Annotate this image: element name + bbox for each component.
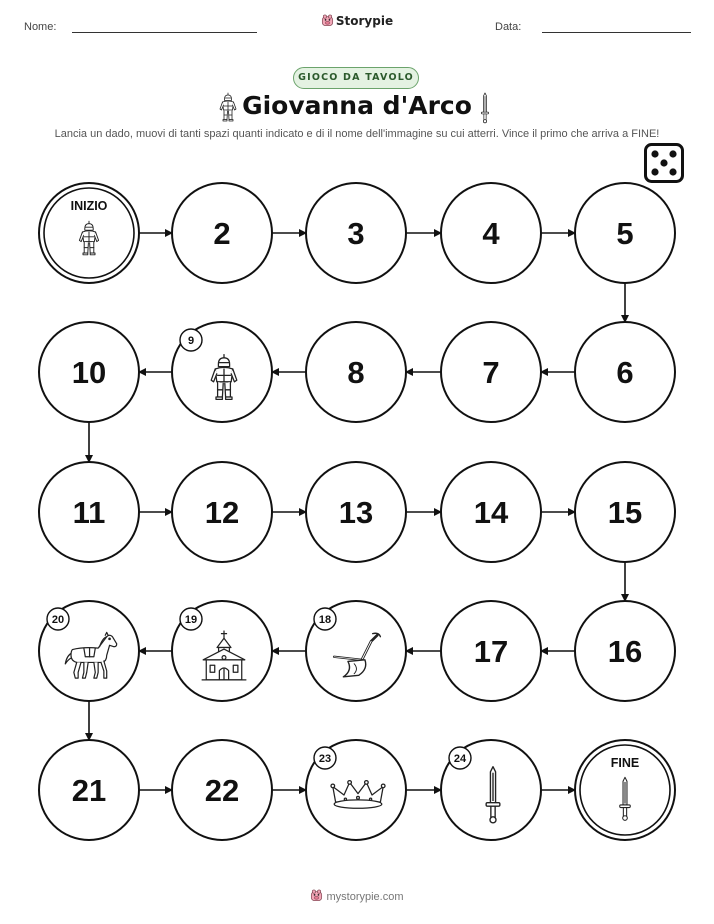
space-number: 12 (204, 495, 240, 530)
board-space-9 (172, 322, 272, 422)
board-space-7 (441, 322, 541, 422)
board-space-17 (441, 601, 541, 701)
space-number: 11 (72, 495, 106, 530)
space-number: 13 (338, 495, 374, 530)
board-space-3 (306, 183, 406, 283)
board-space-18 (306, 601, 406, 701)
space-number: 16 (607, 634, 643, 669)
board-space-20 (39, 601, 139, 701)
space-number: 9 (187, 335, 195, 347)
board-space-24 (441, 740, 541, 840)
space-number: 2 (213, 216, 231, 251)
board-space-15 (575, 462, 675, 562)
page-title: Giovanna d'Arco (242, 91, 472, 120)
space-number: 7 (482, 355, 500, 390)
date-label: Data: (495, 21, 522, 33)
board-space-22 (172, 740, 272, 840)
finish-label: FINE (610, 756, 640, 770)
space-number: 18 (318, 614, 332, 626)
space-number: 4 (482, 216, 500, 251)
board-space-21 (39, 740, 139, 840)
space-number: 17 (473, 634, 509, 669)
category-badge: GIOCO DA TAVOLO (293, 67, 419, 89)
board-space-13 (306, 462, 406, 562)
space-number: 19 (184, 614, 198, 626)
board-space-12 (172, 462, 272, 562)
board-space-5 (575, 183, 675, 283)
board-space-14 (441, 462, 541, 562)
space-number: 15 (607, 495, 643, 530)
space-number: 5 (616, 216, 634, 251)
storypie-pig-icon (310, 889, 323, 902)
board-space-4 (441, 183, 541, 283)
board-space-1 (39, 183, 139, 283)
board-space-8 (306, 322, 406, 422)
space-number: 10 (71, 355, 107, 390)
footer-url: mystorypie.com (326, 891, 404, 903)
board-space-23 (306, 740, 406, 840)
space-number: 14 (473, 495, 509, 530)
board-space-16 (575, 601, 675, 701)
space-number: 24 (453, 753, 467, 765)
board-space-10 (39, 322, 139, 422)
instructions: Lancia un dado, muovi di tanti spazi quanti indicato e di il nome dell'immagine su cui atterri. Vince il primo che arriva a FINE! (54, 128, 660, 140)
space-number: 21 (71, 773, 107, 808)
space-number: 22 (204, 773, 240, 808)
board-space-2 (172, 183, 272, 283)
space-number: 6 (616, 355, 634, 390)
space-number: 20 (51, 614, 65, 626)
space-number: 23 (318, 753, 332, 765)
name-label: Nome: (24, 21, 57, 33)
footer (0, 889, 714, 903)
start-label: INIZIO (70, 199, 108, 213)
space-number: 3 (347, 216, 365, 251)
board-space-25 (575, 740, 675, 840)
brand-name: Storypie (335, 14, 394, 28)
board-space-6 (575, 322, 675, 422)
board-space-11 (39, 462, 139, 562)
board-space-19 (172, 601, 272, 701)
space-number: 8 (347, 355, 365, 390)
